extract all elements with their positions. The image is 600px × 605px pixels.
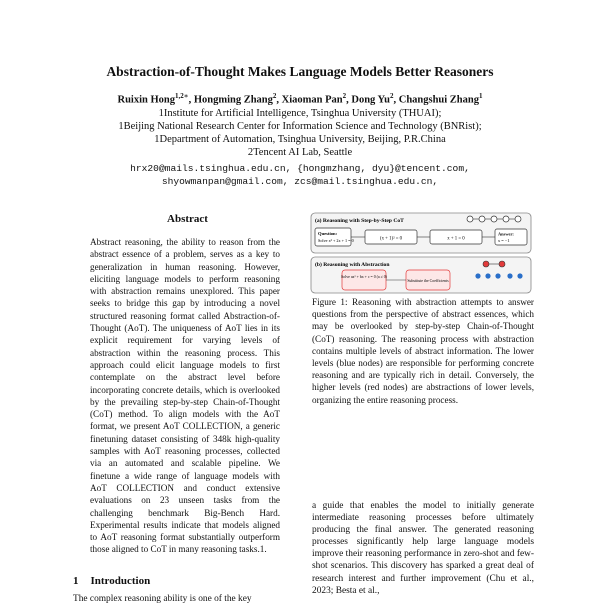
panel-a-step-2-text: x + 1 = 0 bbox=[447, 236, 465, 242]
panel-a-question-text: Solve x² + 2x + 1 = 0 bbox=[318, 238, 354, 243]
intro-first-line: The complex reasoning ability is one of the key bbox=[73, 594, 252, 604]
affiliation-2: 1Beijing National Research Center for Information Science and Technology (BNRist); bbox=[118, 120, 482, 132]
author-block bbox=[40, 90, 560, 159]
panel-a-answer-value: x = −1 bbox=[498, 238, 510, 243]
abstract-heading: Abstract bbox=[167, 213, 208, 225]
panel-b-substitute-text: Substitute the Coefficients bbox=[407, 279, 449, 283]
affiliation-4: 2Tencent AI Lab, Seattle bbox=[247, 146, 353, 158]
panel-a-question-label: Question: bbox=[318, 231, 338, 236]
affiliation-3: 1Department of Automation, Tsinghua University, Beijing, P.R.China bbox=[154, 133, 446, 145]
email-line-1[interactable]: hrx20@mails.tsinghua.edu.cn, {hongmzhang, dyu}@tencent.com, bbox=[130, 163, 470, 174]
section-title: Introduction bbox=[90, 575, 151, 587]
abstract-text: Abstract reasoning, the ability to reason from the abstract essence of a problem, serves as a key to generalization in human reasoning. However, eliciting language models to perform reasoning with abstraction remains unexplored. This paper seeks to bridge this gap by introducing a novel structured reasoning format called Abstraction-of-Thought (AoT). The uniqueness of AoT lies in its explicit requirement for varying levels of abstraction within the reasoning process. This approach could elicit language models to first contemplate on the abstract level before incorporating concrete details, which is overlooked by the prevailing step-by-step Chain-of-Thought (CoT) method. To align models with the AoT format, we present AoT COLLECTION, a generic finetuning dataset consisting of 348k high-quality samples with AoT reasoning processes, collected via an automated and scalable pipeline. We finetune a wide range of language models with AoT COLLECTION and conduct extensive evaluations on 23 unseen tasks from the challenging benchmark Big-Bench Hard. Experimental results indicate that models aligned to AoT reasoning format substantially outperform those aligned to CoT in many reasoning tasks.1. bbox=[90, 237, 280, 555]
panel-b-abstract-node bbox=[342, 270, 386, 290]
section-number: 1 bbox=[73, 575, 79, 587]
section-heading bbox=[73, 575, 150, 587]
panel-b-title: (b) Reasoning with Abstraction bbox=[315, 262, 390, 268]
panel-a-step-1-text: (x + 1)² = 0 bbox=[379, 236, 403, 242]
panel-a-title: (a) Reasoning with Step-by-Step CoT bbox=[315, 218, 404, 224]
panel-b-abstract-solve: Solve ax² + bx + c = 0 (a ≠ 0) bbox=[341, 275, 387, 279]
panel-a-answer-label: Answer: bbox=[498, 231, 514, 237]
email-block bbox=[40, 162, 560, 188]
figure-caption: Figure 1: Reasoning with abstraction attempts to answer questions from the perspective of abstract essences, which may be overlooked by step-by-step Chain-of-Thought (CoT) reasoning. The reasoning process with abstraction contains multiple levels of abstract information. The lower levels (blue nodes) are responsible for performing concrete reasoning and are typically rich in detail. Conversely, the higher levels (red nodes) are abstractions of lower levels, organizing the entire reasoning process. bbox=[312, 297, 534, 405]
author-names: Ruixin Hong$^{1,2∗}$, Hongming Zhang$^2$, Xiaoman Pan$^2$, Dong Yu$^2$, Changshui Zhang$^1$ bbox=[117, 92, 483, 106]
intro-right-column: a guide that enables the model to initially generate intermediate reasoning processes before ultimately producing the final answer. The generated reasoning processes significantly help large language models improve their reasoning performance in zero-shot and few-shot scenarios. This discovery has sparked a great deal of research interest and further improvement (Chu et al., 2023; Besta et al., bbox=[312, 501, 534, 596]
figure-diagram bbox=[310, 210, 532, 295]
email-line-2[interactable]: shyowmanpan@gmail.com, zcs@mail.tsinghua.edu.cn, bbox=[161, 176, 439, 187]
paper-title: Abstraction-of-Thought Makes Language Models Better Reasoners bbox=[106, 64, 494, 79]
affiliation-1: 1Institute for Artificial Intelligence, Tsinghua University (THUAI); bbox=[158, 107, 442, 119]
affiliations bbox=[40, 107, 560, 159]
